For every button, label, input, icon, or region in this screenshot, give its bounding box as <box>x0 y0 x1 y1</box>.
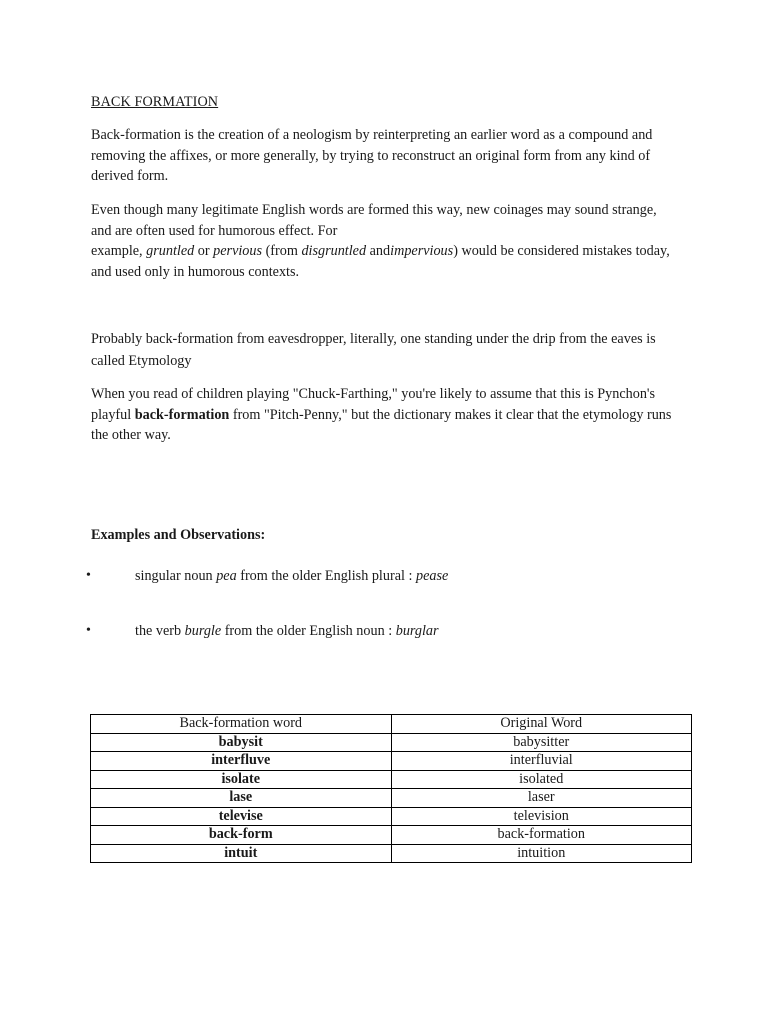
table-header-row <box>91 715 692 734</box>
table-row <box>91 844 692 863</box>
back-formation-table <box>90 714 692 863</box>
bullet-text <box>135 623 439 640</box>
paragraph-usage-text-3: or <box>194 243 214 259</box>
bullet-icon: • <box>86 568 91 583</box>
paragraph-usage <box>91 200 676 282</box>
paragraph-etymology: Probably back-formation from eavesdropper, literally, one standing under the drip from the eaves is called Etymology <box>91 331 656 369</box>
example-word: burgle <box>184 623 222 639</box>
table-cell-original: babysitter <box>391 733 692 752</box>
table-row <box>91 770 692 789</box>
paragraph-usage-text-2: example, <box>91 243 147 259</box>
paragraph-usage-text-5: and <box>366 243 391 259</box>
example-word-gruntled: gruntled <box>146 243 195 259</box>
bullet-text-part: the verb <box>135 623 185 639</box>
paragraph-chuck-farthing <box>91 384 676 446</box>
list-item <box>86 623 686 645</box>
example-word: pea <box>216 568 237 584</box>
table-cell-original: television <box>391 807 692 826</box>
paragraph-usage-text-6: ) would be considered mistakes today, and used only in humorous contexts. <box>91 243 670 280</box>
table-cell-word: back-form <box>91 826 392 845</box>
paragraph-definition: Back-formation is the creation of a neologism by reinterpreting an earlier word as a compound and removing the affixes, or more generally, by trying to reconstruct an original form from any kind of derived form. <box>91 127 653 184</box>
table-header-cell: Original Word <box>391 715 692 734</box>
example-word: burglar <box>395 623 439 639</box>
table-row <box>91 807 692 826</box>
example-word: pease <box>415 568 449 584</box>
table-cell-original: isolated <box>391 770 692 789</box>
table-cell-original: laser <box>391 789 692 808</box>
bullet-text-part: singular noun <box>135 568 217 584</box>
table-header-cell: Back-formation word <box>91 715 392 734</box>
table-row <box>91 826 692 845</box>
term-back-formation: back-formation <box>134 406 230 423</box>
document-title: BACK FORMATION <box>91 94 219 110</box>
table-row <box>91 733 692 752</box>
paragraph-chuck-text-2: from "Pitch-Penny," but the dictionary makes it clear that the etymology runs the other way. <box>91 406 672 443</box>
table-cell-word: babysit <box>91 733 392 752</box>
example-word-disgruntled: disgruntled <box>301 243 367 259</box>
table-cell-word: isolate <box>91 770 392 789</box>
table-row <box>91 789 692 808</box>
example-word-pervious: pervious <box>213 243 263 259</box>
paragraph-chuck-text-1: When you read of children playing "Chuck-Farthing," you're likely to assume that this is Pynchon's playful <box>91 386 655 423</box>
table-cell-word: lase <box>91 789 392 808</box>
example-word-impervious: impervious <box>390 243 454 259</box>
list-item <box>86 568 686 590</box>
table-row <box>91 752 692 771</box>
table-cell-original: interfluvial <box>391 752 692 771</box>
bullet-icon: • <box>86 623 91 638</box>
table-cell-original: back-formation <box>391 826 692 845</box>
paragraph-usage-text-4: (from <box>262 243 302 259</box>
table-cell-word: televise <box>91 807 392 826</box>
table-cell-word: interfluve <box>91 752 392 771</box>
table-cell-original: intuition <box>391 844 692 863</box>
bullet-text-part: from the older English noun : <box>221 623 396 639</box>
bullet-text-part: from the older English plural : <box>236 568 416 584</box>
bullet-text <box>135 568 448 585</box>
paragraph-usage-text-1: Even though many legitimate English words are formed this way, new coinages may sound strange, and are often used for humorous effect. For <box>91 202 657 239</box>
examples-heading: Examples and Observations: <box>91 527 266 543</box>
table-cell-word: intuit <box>91 844 392 863</box>
